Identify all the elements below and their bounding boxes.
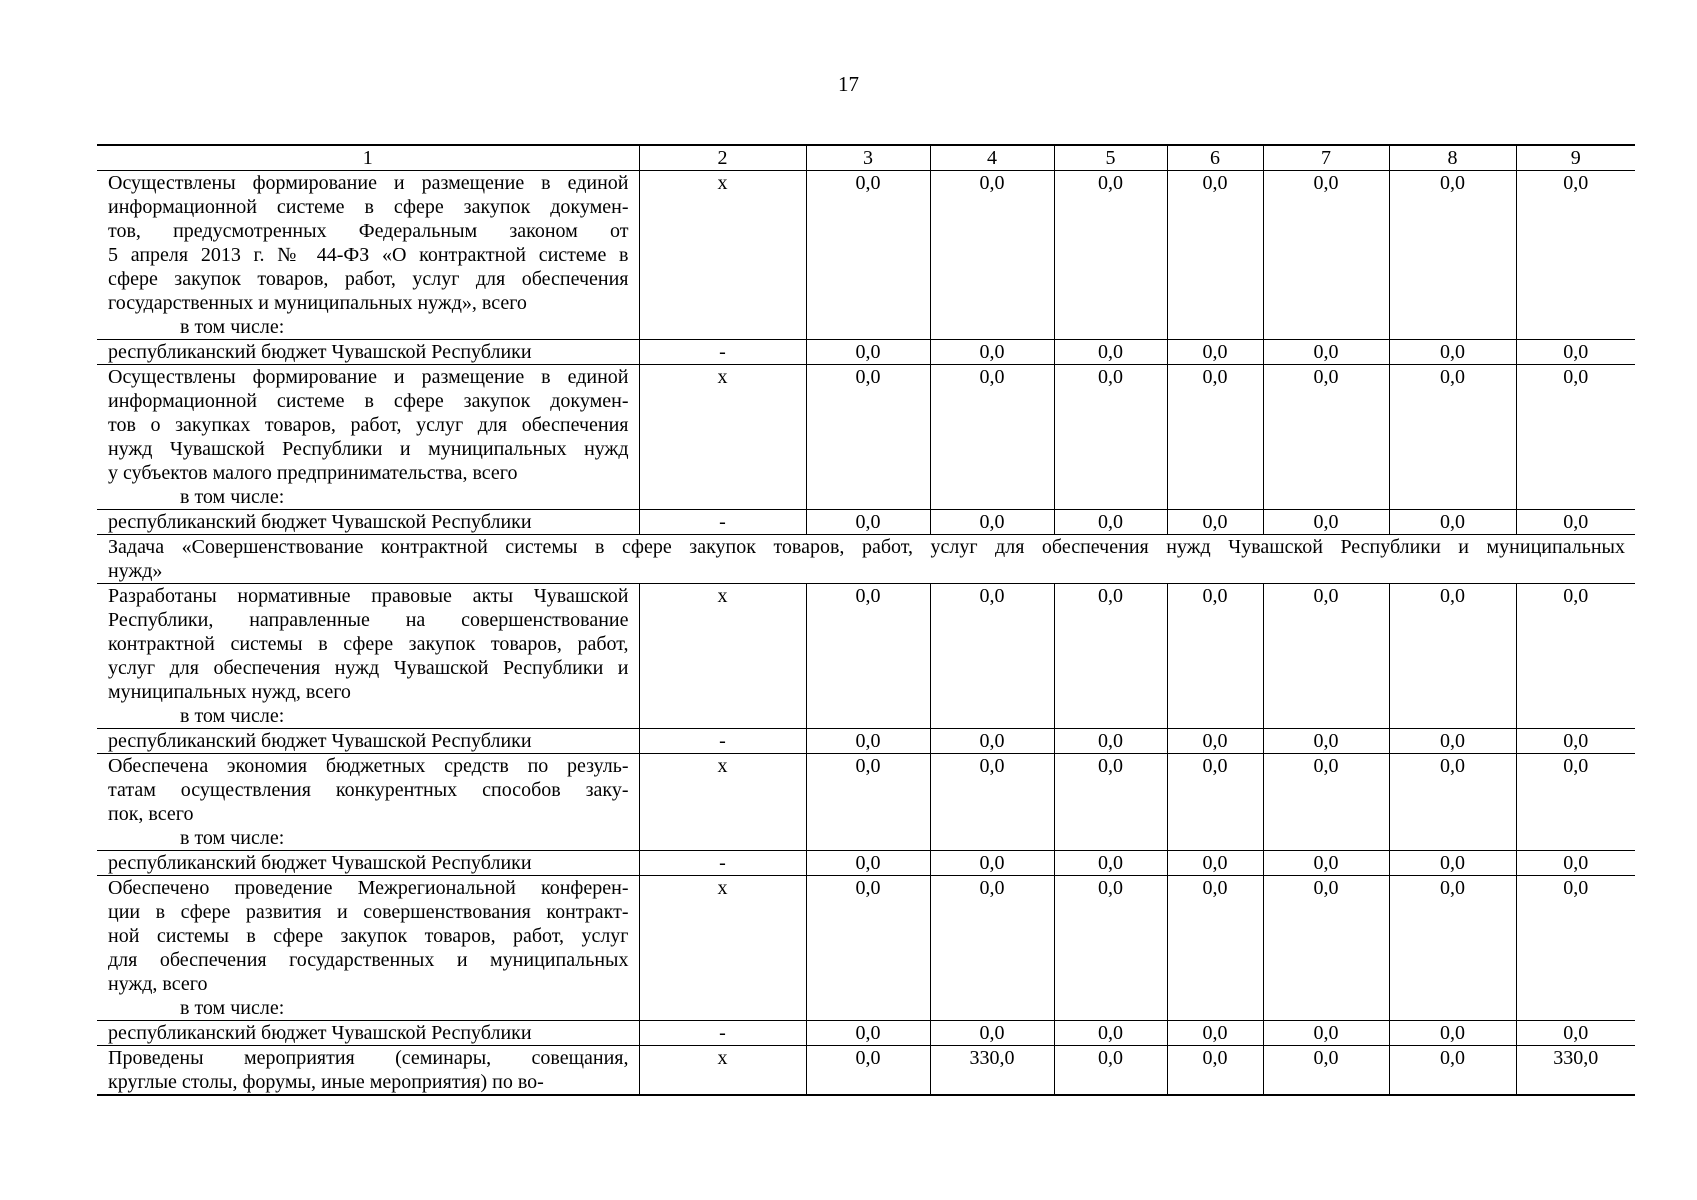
value-cell-col-6: 0,0 bbox=[1167, 754, 1263, 851]
task-row bbox=[97, 535, 1635, 584]
item-description-line: 5 апреля 2013 г. № 44-ФЗ «О контрактной системе в bbox=[108, 244, 629, 266]
column-2-mark: х bbox=[639, 876, 806, 1021]
value-cell-col-3: 0,0 bbox=[806, 876, 930, 1021]
value-cell-col-8: 0,0 bbox=[1389, 365, 1516, 510]
column-header-7: 7 bbox=[1263, 145, 1389, 171]
including-label: в том числе: bbox=[180, 827, 285, 849]
column-2-mark: - bbox=[639, 1021, 806, 1046]
value-cell-col-8: 0,0 bbox=[1389, 851, 1516, 876]
item-description-line: информационной системе в сфере закупок докумен- bbox=[108, 390, 629, 412]
value-cell-col-8: 0,0 bbox=[1389, 584, 1516, 729]
value-cell-col-5: 0,0 bbox=[1054, 365, 1167, 510]
item-description-line: у субъектов малого предпринимательства, всего bbox=[108, 462, 518, 484]
budget-label: республиканский бюджет Чувашской Республики bbox=[97, 851, 639, 876]
value-cell-col-4: 0,0 bbox=[930, 1021, 1054, 1046]
value-cell-col-9: 0,0 bbox=[1516, 365, 1635, 510]
item-description-line: Осуществлены формирование и размещение в единой bbox=[108, 366, 629, 388]
value-cell-col-5: 0,0 bbox=[1054, 171, 1167, 340]
column-header-row bbox=[97, 145, 1635, 171]
column-2-mark: - bbox=[639, 340, 806, 365]
value-cell-col-7: 0,0 bbox=[1263, 584, 1389, 729]
value-cell-col-3: 0,0 bbox=[806, 584, 930, 729]
value-cell-col-3: 0,0 bbox=[806, 729, 930, 754]
budget-label: республиканский бюджет Чувашской Республики bbox=[97, 1021, 639, 1046]
including-label: в том числе: bbox=[180, 486, 285, 508]
item-description-line: круглые столы, форумы, иные мероприятия) по во- bbox=[108, 1071, 544, 1093]
item-row bbox=[97, 365, 1635, 510]
budget-label: республиканский бюджет Чувашской Республики bbox=[97, 340, 639, 365]
column-header-3: 3 bbox=[806, 145, 930, 171]
item-description-line: тов, предусмотренных Федеральным законом от bbox=[108, 220, 629, 242]
value-cell-col-5: 0,0 bbox=[1054, 876, 1167, 1021]
item-description bbox=[97, 584, 639, 729]
item-description-line: государственных и муниципальных нужд», всего bbox=[108, 292, 527, 314]
task-title-line: нужд» bbox=[108, 560, 163, 582]
column-2-mark: х bbox=[639, 1046, 806, 1096]
column-2-mark: - bbox=[639, 510, 806, 535]
value-cell-col-6: 0,0 bbox=[1167, 1021, 1263, 1046]
value-cell-col-8: 0,0 bbox=[1389, 1021, 1516, 1046]
value-cell-col-8: 0,0 bbox=[1389, 754, 1516, 851]
value-cell-col-8: 0,0 bbox=[1389, 340, 1516, 365]
value-cell-col-6: 0,0 bbox=[1167, 1046, 1263, 1096]
value-cell-col-8: 0,0 bbox=[1389, 876, 1516, 1021]
budget-row bbox=[97, 851, 1635, 876]
column-2-mark: х bbox=[639, 365, 806, 510]
item-description-line: нужд, всего bbox=[108, 973, 208, 995]
value-cell-col-9: 0,0 bbox=[1516, 340, 1635, 365]
item-description-line: Обеспечена экономия бюджетных средств по резуль- bbox=[108, 755, 629, 777]
value-cell-col-3: 0,0 bbox=[806, 754, 930, 851]
column-2-mark: х bbox=[639, 754, 806, 851]
value-cell-col-4: 0,0 bbox=[930, 365, 1054, 510]
value-cell-col-4: 330,0 bbox=[930, 1046, 1054, 1096]
item-description-line: нужд Чувашской Республики и муниципальных нужд bbox=[108, 438, 629, 460]
item-description-line: для обеспечения государственных и муниципальных bbox=[108, 949, 629, 971]
value-cell-col-8: 0,0 bbox=[1389, 1046, 1516, 1096]
item-description-line: услуг для обеспечения нужд Чувашской Республики и bbox=[108, 657, 629, 679]
value-cell-col-4: 0,0 bbox=[930, 876, 1054, 1021]
value-cell-col-4: 0,0 bbox=[930, 510, 1054, 535]
value-cell-col-4: 0,0 bbox=[930, 340, 1054, 365]
column-header-1: 1 bbox=[97, 145, 639, 171]
column-2-mark: х bbox=[639, 171, 806, 340]
item-description-line: Разработаны нормативные правовые акты Чувашской bbox=[108, 585, 629, 607]
value-cell-col-9: 0,0 bbox=[1516, 729, 1635, 754]
financing-table bbox=[97, 144, 1635, 1096]
value-cell-col-9: 0,0 bbox=[1516, 754, 1635, 851]
column-header-6: 6 bbox=[1167, 145, 1263, 171]
item-row bbox=[97, 876, 1635, 1021]
value-cell-col-9: 0,0 bbox=[1516, 584, 1635, 729]
value-cell-col-7: 0,0 bbox=[1263, 340, 1389, 365]
value-cell-col-4: 0,0 bbox=[930, 171, 1054, 340]
value-cell-col-5: 0,0 bbox=[1054, 729, 1167, 754]
item-description-line: Республики, направленные на совершенствование bbox=[108, 609, 629, 631]
budget-row bbox=[97, 1021, 1635, 1046]
item-row bbox=[97, 584, 1635, 729]
value-cell-col-7: 0,0 bbox=[1263, 510, 1389, 535]
value-cell-col-4: 0,0 bbox=[930, 729, 1054, 754]
value-cell-col-6: 0,0 bbox=[1167, 876, 1263, 1021]
item-description bbox=[97, 365, 639, 510]
budget-row bbox=[97, 510, 1635, 535]
item-description-line: ной системы в сфере закупок товаров, работ, услуг bbox=[108, 925, 629, 947]
value-cell-col-7: 0,0 bbox=[1263, 365, 1389, 510]
value-cell-col-3: 0,0 bbox=[806, 340, 930, 365]
item-description-line: Осуществлены формирование и размещение в единой bbox=[108, 172, 629, 194]
value-cell-col-4: 0,0 bbox=[930, 754, 1054, 851]
item-description bbox=[97, 754, 639, 851]
value-cell-col-4: 0,0 bbox=[930, 584, 1054, 729]
value-cell-col-5: 0,0 bbox=[1054, 510, 1167, 535]
value-cell-col-8: 0,0 bbox=[1389, 171, 1516, 340]
task-title-line: Задача «Совершенствование контрактной системы в сфере закупок товаров, работ, услуг для обеспечения нужд Чувашской Республики и муниципальных bbox=[108, 536, 1625, 558]
column-header-8: 8 bbox=[1389, 145, 1516, 171]
including-label: в том числе: bbox=[180, 316, 285, 338]
value-cell-col-3: 0,0 bbox=[806, 1046, 930, 1096]
value-cell-col-3: 0,0 bbox=[806, 171, 930, 340]
item-row bbox=[97, 754, 1635, 851]
value-cell-col-9: 0,0 bbox=[1516, 510, 1635, 535]
value-cell-col-7: 0,0 bbox=[1263, 754, 1389, 851]
column-2-mark: - bbox=[639, 729, 806, 754]
column-header-2: 2 bbox=[639, 145, 806, 171]
including-label: в том числе: bbox=[180, 997, 285, 1019]
value-cell-col-9: 330,0 bbox=[1516, 1046, 1635, 1096]
value-cell-col-6: 0,0 bbox=[1167, 729, 1263, 754]
item-description-line: контрактной системы в сфере закупок товаров, работ, bbox=[108, 633, 629, 655]
item-description bbox=[97, 171, 639, 340]
value-cell-col-6: 0,0 bbox=[1167, 851, 1263, 876]
value-cell-col-3: 0,0 bbox=[806, 1021, 930, 1046]
item-description-line: татам осуществления конкурентных способов заку- bbox=[108, 779, 629, 801]
value-cell-col-6: 0,0 bbox=[1167, 584, 1263, 729]
column-header-4: 4 bbox=[930, 145, 1054, 171]
including-label: в том числе: bbox=[180, 705, 285, 727]
value-cell-col-4: 0,0 bbox=[930, 851, 1054, 876]
item-description-line: пок, всего bbox=[108, 803, 194, 825]
item-description-line: муниципальных нужд, всего bbox=[108, 681, 351, 703]
value-cell-col-6: 0,0 bbox=[1167, 171, 1263, 340]
value-cell-col-5: 0,0 bbox=[1054, 1021, 1167, 1046]
value-cell-col-8: 0,0 bbox=[1389, 729, 1516, 754]
value-cell-col-3: 0,0 bbox=[806, 365, 930, 510]
column-2-mark: - bbox=[639, 851, 806, 876]
item-row bbox=[97, 1046, 1635, 1096]
value-cell-col-7: 0,0 bbox=[1263, 851, 1389, 876]
item-row bbox=[97, 171, 1635, 340]
budget-row bbox=[97, 340, 1635, 365]
item-description-line: информационной системе в сфере закупок докумен- bbox=[108, 196, 629, 218]
value-cell-col-9: 0,0 bbox=[1516, 1021, 1635, 1046]
value-cell-col-5: 0,0 bbox=[1054, 754, 1167, 851]
page-number: 17 bbox=[838, 72, 859, 96]
value-cell-col-3: 0,0 bbox=[806, 851, 930, 876]
value-cell-col-8: 0,0 bbox=[1389, 510, 1516, 535]
value-cell-col-3: 0,0 bbox=[806, 510, 930, 535]
task-title bbox=[97, 535, 1635, 584]
value-cell-col-6: 0,0 bbox=[1167, 340, 1263, 365]
value-cell-col-7: 0,0 bbox=[1263, 729, 1389, 754]
item-description-line: сфере закупок товаров, работ, услуг для обеспечения bbox=[108, 268, 629, 290]
item-description-line: Проведены мероприятия (семинары, совещания, bbox=[108, 1047, 629, 1069]
value-cell-col-7: 0,0 bbox=[1263, 1046, 1389, 1096]
value-cell-col-6: 0,0 bbox=[1167, 510, 1263, 535]
value-cell-col-9: 0,0 bbox=[1516, 171, 1635, 340]
item-description-line: тов о закупках товаров, работ, услуг для обеспечения bbox=[108, 414, 629, 436]
value-cell-col-7: 0,0 bbox=[1263, 876, 1389, 1021]
value-cell-col-9: 0,0 bbox=[1516, 876, 1635, 1021]
budget-label: республиканский бюджет Чувашской Республики bbox=[97, 729, 639, 754]
item-description bbox=[97, 876, 639, 1021]
budget-label: республиканский бюджет Чувашской Республики bbox=[97, 510, 639, 535]
item-description-line: Обеспечено проведение Межрегиональной конферен- bbox=[108, 877, 629, 899]
value-cell-col-5: 0,0 bbox=[1054, 1046, 1167, 1096]
value-cell-col-9: 0,0 bbox=[1516, 851, 1635, 876]
value-cell-col-5: 0,0 bbox=[1054, 584, 1167, 729]
column-header-9: 9 bbox=[1516, 145, 1635, 171]
item-description-line: ции в сфере развития и совершенствования контракт- bbox=[108, 901, 629, 923]
table-body bbox=[97, 145, 1635, 1095]
value-cell-col-7: 0,0 bbox=[1263, 171, 1389, 340]
value-cell-col-5: 0,0 bbox=[1054, 851, 1167, 876]
budget-row bbox=[97, 729, 1635, 754]
value-cell-col-6: 0,0 bbox=[1167, 365, 1263, 510]
value-cell-col-5: 0,0 bbox=[1054, 340, 1167, 365]
value-cell-col-7: 0,0 bbox=[1263, 1021, 1389, 1046]
column-header-5: 5 bbox=[1054, 145, 1167, 171]
item-description bbox=[97, 1046, 639, 1096]
column-2-mark: х bbox=[639, 584, 806, 729]
